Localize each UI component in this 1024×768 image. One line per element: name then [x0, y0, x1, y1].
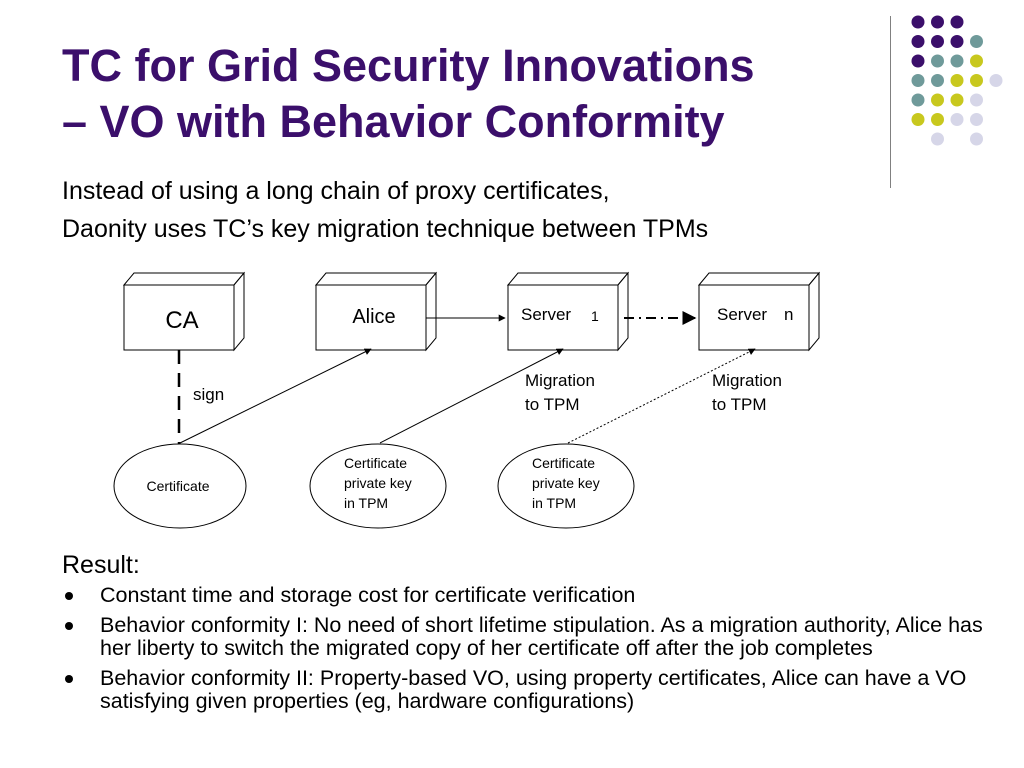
ca-label: CA	[165, 307, 199, 334]
certificate-label: Certificate	[146, 478, 210, 494]
cert-tpm-1-line-1: Certificate	[344, 455, 408, 471]
subtitle-line-1: Instead of using a long chain of proxy certificates,	[62, 177, 610, 205]
result-bullet-2-text: Behavior conformity I: No need of short lifetime stipulation. As a migration authority, Alice has her liberty to switch the migrated copy of her certificate off after the job completes	[100, 613, 983, 660]
title-line-2: – VO with Behavior Conformity	[62, 96, 725, 147]
server-1-sub: 1	[591, 308, 599, 324]
result-bullet-2	[62, 614, 992, 660]
result-bullet-1	[62, 584, 992, 607]
ca-node	[124, 273, 244, 350]
cert-tpm-1-line-2: private key	[344, 475, 412, 491]
certificate-node	[114, 444, 246, 528]
bullet-dot	[65, 675, 73, 683]
server-n-sub: n	[784, 305, 794, 324]
cert-tpm-1-node	[310, 444, 446, 528]
migration-2-label	[712, 371, 787, 414]
alice-node	[316, 273, 436, 350]
migration-1-line-1: Migration	[525, 371, 595, 390]
migration-1-label	[525, 371, 600, 414]
migration-2-line-1: Migration	[712, 371, 782, 390]
result-bullet-3	[62, 667, 992, 713]
server-1-label: Server	[521, 305, 572, 324]
result-heading: Result:	[62, 551, 140, 579]
result-bullet-1-text: Constant time and storage cost for certificate verification	[100, 583, 636, 607]
bullet-dot	[65, 592, 73, 600]
subtitle-line-2: Daonity uses TC’s key migration technique between TPMs	[62, 215, 709, 243]
title-line-1: TC for Grid Security Innovations	[62, 40, 755, 91]
server-1-node	[508, 273, 628, 350]
migration-2-line-2: to TPM	[712, 395, 767, 414]
cert-tpm-1-line-3: in TPM	[344, 495, 389, 511]
bullet-dot	[65, 622, 73, 630]
cert-tpm-2-line-2: private key	[532, 475, 600, 491]
cert-tpm-2-node	[498, 444, 634, 528]
cert-tpm-2-line-3: in TPM	[532, 495, 577, 511]
migration-1-line-2: to TPM	[525, 395, 580, 414]
result-bullet-list	[62, 584, 992, 720]
alice-label: Alice	[352, 306, 396, 328]
cert-tpm-2-line-1: Certificate	[532, 455, 596, 471]
sign-label: sign	[193, 385, 225, 404]
server-n-label: Server	[717, 305, 768, 324]
result-bullet-3-text: Behavior conformity II: Property-based VO, using property certificates, Alice can have a VO satisfying given properties (eg, hardware configurations)	[100, 666, 967, 713]
server-n-node	[699, 273, 819, 350]
